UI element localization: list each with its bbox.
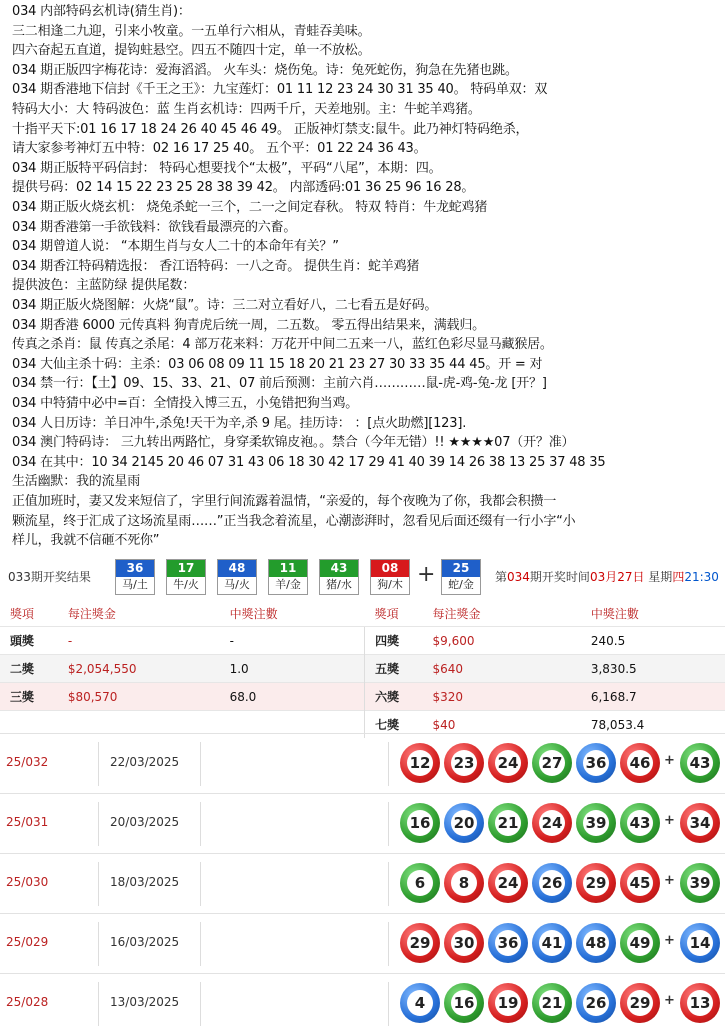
prize-cell: 240.5: [581, 627, 725, 655]
text-line: 正值加班时，妻又发来短信了，字里行间流露着温情，“亲爱的，每个夜晚为了你，我都会积攒一: [12, 494, 557, 509]
next-week-label: 星期: [644, 570, 673, 584]
history-ball-number: 48: [583, 930, 609, 956]
text-line: 034 中特猜中必中=百：全情投入博三五，小兔错把狗当鸡。: [12, 396, 359, 411]
prize-row: [0, 683, 725, 711]
history-ball-number: 4: [407, 990, 433, 1016]
history-date: 16/03/2025: [110, 935, 180, 949]
history-ball-number: 45: [627, 870, 653, 896]
history-plus: +: [664, 933, 675, 948]
history-ball: [576, 923, 616, 963]
column-divider: [200, 802, 201, 846]
prize-header-row: [0, 600, 725, 627]
next-mid: 期开奖时间: [529, 570, 590, 584]
text-line: 034 禁一行：【土】09、15、33、21、07 前后预测：主前六肖…………鼠-虎-鸡-兔-龙 [开？]: [12, 376, 547, 392]
text-line: 034 内部特码玄机诗(猜生肖)：: [12, 4, 191, 19]
history-ball: [488, 983, 528, 1023]
prize-cell: 3,830.5: [581, 655, 725, 683]
history-row: [0, 733, 725, 794]
history-ball: [532, 923, 572, 963]
column-divider: [388, 802, 389, 846]
history-ball: [488, 803, 528, 843]
prize-cell: 頭獎: [0, 627, 58, 655]
result-ball-number: 48: [218, 560, 256, 577]
prize-cell: -: [58, 627, 220, 655]
history-ball-number: 19: [495, 990, 521, 1016]
history-ball: [488, 923, 528, 963]
prize-cell: 六獎: [365, 683, 423, 711]
history-plus: +: [664, 813, 675, 828]
column-divider: [98, 922, 99, 966]
result-ball: [370, 559, 410, 595]
text-line: 特码大小：大 特码波色：蓝 生肖玄机诗：四两千斤，天差地别。主：牛蛇羊鸡猪。: [12, 102, 481, 117]
text-line: 传真之杀肖：鼠 传真之杀尾：4 部万花来料：万花开中间二五来一八，蓝红色彩尽显马藏猴居。: [12, 337, 553, 353]
next-draw-time: [495, 568, 719, 585]
result-ball: [268, 559, 308, 595]
history-ball-number: 36: [495, 930, 521, 956]
result-ball-zodiac: 马/火: [224, 578, 250, 591]
history-ball: [488, 863, 528, 903]
text-line: 生活幽默：我的流星雨: [12, 474, 141, 490]
column-divider: [388, 982, 389, 1026]
result-ball-number: 36: [116, 560, 154, 577]
text-line: 034 期香港地下信封《千王之王》：九宝莲灯：01 11 12 23 24 30 31 35 40。 特码单双：双: [12, 82, 548, 98]
prize-cell: 1.0: [220, 655, 365, 683]
history-special-number: 34: [687, 810, 713, 836]
next-prefix: 第: [495, 570, 508, 584]
text-line: 034 期正版四字梅花诗：爱海滔滔。 火车头：烧伤兔。诗：兔死蛇伤，狗急在先猪也跳。: [12, 62, 518, 78]
history-ball-number: 41: [539, 930, 565, 956]
text-line: 034 大仙主杀十码：主杀：03 06 08 09 11 15 18 20 21 23 27 30 33 35 44 45。开 = 对: [12, 356, 543, 372]
column-divider: [388, 742, 389, 786]
prize-cell: 四獎: [365, 627, 423, 655]
text-line: 034 期香港第一手欲钱料：欲钱看最漂亮的六畜。: [12, 219, 297, 235]
prize-cell: $80,570: [58, 683, 220, 711]
history-plus: +: [664, 873, 675, 888]
special-ball: [441, 559, 481, 595]
result-ball-number: 08: [371, 560, 409, 577]
prize-cell: 68.0: [220, 683, 365, 711]
history-special-number: 39: [687, 870, 713, 896]
column-divider: [98, 982, 99, 1026]
prize-cell: $320: [423, 683, 581, 711]
prize-cell: $2,054,550: [58, 655, 220, 683]
history-ball: [400, 923, 440, 963]
text-line: 颗流星，终于汇成了这场流星雨……”正当我念着流星，心潮澎湃时，忽看见后面还缀有一行小字“小: [12, 513, 576, 529]
next-date: 03月27日: [589, 570, 645, 584]
history-ball-number: 26: [539, 870, 565, 896]
history-ball: [620, 983, 660, 1023]
prize-row: [0, 655, 725, 683]
text-line: 034 期香江特码精选报： 香江语特码：一八之奇。 提供生肖：蛇羊鸡猪: [12, 258, 420, 274]
text-line: 样儿，我就不信砸不死你”: [12, 533, 160, 549]
text-line: 十指平天下:01 16 17 18 24 26 40 45 46 49。 正版神灯禁支:鼠牛。此乃神灯特码绝杀，: [12, 121, 529, 137]
last-result-bar: [0, 556, 725, 596]
history-ball-number: 49: [627, 930, 653, 956]
text-line: 三二相逢二九迎，引来小牧童。一五单行六相从，青蛙吞美味。: [12, 23, 371, 39]
history-row: [0, 973, 725, 1034]
column-divider: [98, 802, 99, 846]
history-ball: [400, 863, 440, 903]
prize-header-cell: 中獎注數: [581, 600, 725, 627]
history-ball: [576, 803, 616, 843]
history-date: 18/03/2025: [110, 875, 180, 889]
prize-cell: 三獎: [0, 683, 58, 711]
plus-sign: +: [417, 562, 436, 587]
history-ball: [576, 983, 616, 1023]
text-line: 提供号码：02 14 15 22 23 25 28 38 39 42。 内部透码:01 36 25 96 16 28。: [12, 180, 475, 196]
result-ball-zodiac: 牛/火: [173, 578, 199, 591]
history-date: 22/03/2025: [110, 755, 180, 769]
history-issue: 25/029: [6, 935, 49, 949]
history-ball-number: 24: [539, 810, 565, 836]
history-ball-number: 36: [583, 750, 609, 776]
result-ball-zodiac: 羊/金: [275, 578, 301, 591]
prize-header-cell: 每注獎金: [423, 600, 581, 627]
history-ball-number: 29: [627, 990, 653, 1016]
column-divider: [200, 982, 201, 1026]
column-divider: [200, 862, 201, 906]
history-ball: [532, 863, 572, 903]
history-special-number: 14: [687, 930, 713, 956]
history-ball: [400, 743, 440, 783]
column-divider: [98, 742, 99, 786]
history-row: [0, 793, 725, 854]
text-line: 034 在其中：10 34 2145 20 46 07 31 43 06 18 30 42 17 29 41 40 39 14 26 38 13 25 37 48 35: [12, 454, 606, 470]
prize-table: [0, 600, 725, 738]
history-row: [0, 853, 725, 914]
result-ball-number: 43: [320, 560, 358, 577]
history-ball-number: 26: [583, 990, 609, 1016]
text-line: 034 期香港 6000 元传真料 狗青虎后统一周，二五数。 零五得出结果来，满载归。: [12, 317, 485, 333]
history-issue: 25/031: [6, 815, 49, 829]
column-divider: [200, 742, 201, 786]
history-date: 13/03/2025: [110, 995, 180, 1009]
result-ball-zodiac: 狗/木: [377, 578, 403, 591]
history-ball-number: 24: [495, 750, 521, 776]
text-line: 034 人日历诗：羊日冲牛,杀兔!天干为辛,杀 9 尾。挂历诗： ：[点火助燃][123].: [12, 415, 467, 431]
prize-header-cell: 中獎注數: [220, 600, 365, 627]
history-row: [0, 913, 725, 974]
history-special-ball: [680, 803, 720, 843]
special-ball-number: 25: [442, 560, 480, 577]
text-line: 034 澳门特码诗： 三九转出两路忙，身穿柔软锦皮袍。。禁合（今年无错）!! ★★★★07（开？准）: [12, 435, 575, 451]
prize-cell: $40: [423, 711, 581, 739]
prize-header-cell: 獎項: [365, 600, 423, 627]
history-ball-number: 16: [451, 990, 477, 1016]
result-ball-number: 17: [167, 560, 205, 577]
column-divider: [200, 922, 201, 966]
history-special-ball: [680, 863, 720, 903]
history-ball-number: 12: [407, 750, 433, 776]
history-ball-number: 20: [451, 810, 477, 836]
history-plus: +: [664, 753, 675, 768]
history-ball: [400, 983, 440, 1023]
history-ball-number: 24: [495, 870, 521, 896]
special-ball-zodiac: 蛇/金: [448, 578, 474, 591]
history-ball: [576, 743, 616, 783]
history-ball: [444, 803, 484, 843]
history-special-number: 13: [687, 990, 713, 1016]
history-ball: [532, 803, 572, 843]
prize-cell: 78,053.4: [581, 711, 725, 739]
prize-cell: -: [220, 627, 365, 655]
history-ball-number: 8: [451, 870, 477, 896]
text-line: 034 期正版特平码信封： 特码心想要找个“太极”，平码“八尾”，本期：四。: [12, 160, 442, 176]
next-weekday: 四: [672, 570, 685, 584]
history-special-number: 43: [687, 750, 713, 776]
column-divider: [98, 862, 99, 906]
history-issue: 25/032: [6, 755, 49, 769]
prize-cell: 七獎: [365, 711, 423, 739]
prize-header-cell: 獎項: [0, 600, 58, 627]
prize-header-cell: 每注獎金: [58, 600, 220, 627]
history-ball: [444, 923, 484, 963]
history-ball: [620, 863, 660, 903]
history-ball: [444, 983, 484, 1023]
history-special-ball: [680, 923, 720, 963]
history-ball-number: 23: [451, 750, 477, 776]
prize-cell: $640: [423, 655, 581, 683]
history-ball: [488, 743, 528, 783]
result-ball-zodiac: 马/土: [122, 578, 148, 591]
history-ball: [620, 923, 660, 963]
result-ball-number: 11: [269, 560, 307, 577]
history-ball-number: 21: [495, 810, 521, 836]
history-issue: 25/028: [6, 995, 49, 1009]
text-line: 提供波色：主蓝防绿 提供尾数：: [12, 278, 196, 294]
result-ball: [319, 559, 359, 595]
column-divider: [388, 922, 389, 966]
history-ball-number: 43: [627, 810, 653, 836]
next-time: 21:30: [684, 570, 719, 584]
history-ball-number: 16: [407, 810, 433, 836]
history-ball-number: 29: [407, 930, 433, 956]
next-issue: 034: [507, 570, 530, 584]
history-ball: [576, 863, 616, 903]
history-plus: +: [664, 993, 675, 1008]
column-divider: [388, 862, 389, 906]
history-ball: [532, 983, 572, 1023]
history-ball-number: 21: [539, 990, 565, 1016]
history-ball: [444, 743, 484, 783]
text-line: 四六奋起五直道，提钩蛀悬空。四五不随四十定，单一不放松。: [12, 43, 371, 59]
text-line: 034 期正版火烧图解：火烧“鼠”。诗：三二对立看好八，二七看五是好码。: [12, 298, 438, 313]
history-ball-number: 46: [627, 750, 653, 776]
last-result-label: 033期开奖结果: [8, 570, 91, 584]
history-special-ball: [680, 743, 720, 783]
history-date: 20/03/2025: [110, 815, 180, 829]
prize-cell: 五獎: [365, 655, 423, 683]
history-ball: [400, 803, 440, 843]
history-ball-number: 39: [583, 810, 609, 836]
result-ball-zodiac: 猪/水: [326, 578, 352, 591]
history-special-ball: [680, 983, 720, 1023]
prize-cell: 二獎: [0, 655, 58, 683]
prize-row: [0, 627, 725, 655]
history-ball: [444, 863, 484, 903]
history-ball: [620, 743, 660, 783]
prize-cell: 6,168.7: [581, 683, 725, 711]
result-ball: [166, 559, 206, 595]
history-ball-number: 30: [451, 930, 477, 956]
text-line: 034 期正版火烧玄机： 烧兔杀蛇一三个，二一之间定春秋。 特双 特肖：牛龙蛇鸡猪: [12, 200, 488, 215]
history-ball-number: 27: [539, 750, 565, 776]
text-line: 请大家参考神灯五中特：02 16 17 25 40。 五个平：01 22 24 36 43。: [12, 141, 427, 157]
history-ball-number: 6: [407, 870, 433, 896]
result-ball: [115, 559, 155, 595]
result-ball: [217, 559, 257, 595]
text-line: 034 期曾道人说： “本期生肖与女人二十的本命年有关？”: [12, 239, 339, 255]
history-ball: [620, 803, 660, 843]
history-issue: 25/030: [6, 875, 49, 889]
history-ball: [532, 743, 572, 783]
prize-cell: $9,600: [423, 627, 581, 655]
history-ball-number: 29: [583, 870, 609, 896]
